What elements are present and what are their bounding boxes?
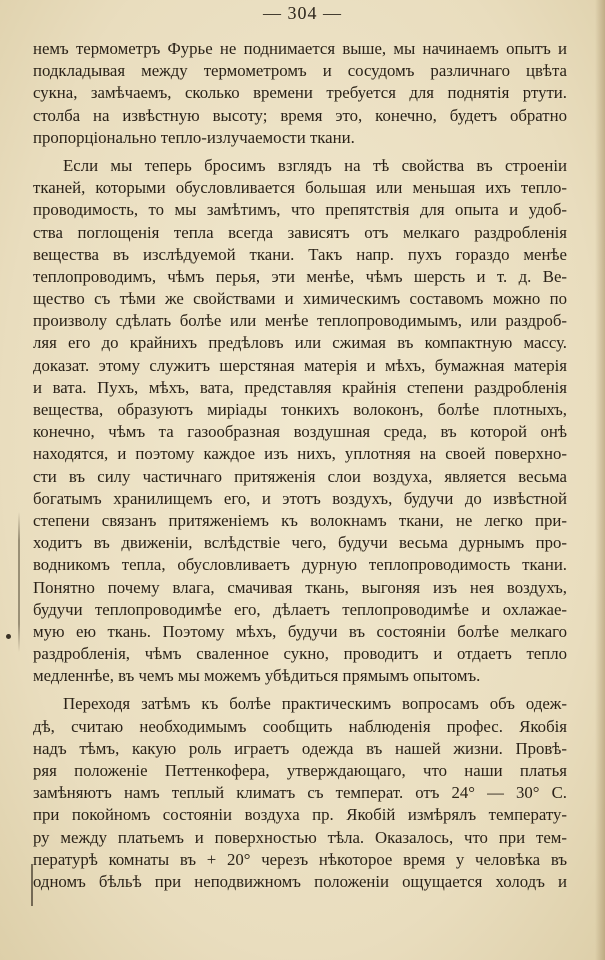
text-line: и вата. Пухъ, мѣхъ, вата, представляя крайнія степени раздробленія bbox=[33, 377, 567, 397]
text-line: раздробленія, чѣмъ сваленное сукно, проводитъ и отдаетъ тепло bbox=[33, 644, 567, 664]
text-line: дѣ, считаю необходимымъ сообщить наблюденія профес. Якобія bbox=[33, 716, 567, 736]
text-line: ходитъ въ движеніи, вслѣдствіе чего, будучи весьма дурнымъ про- bbox=[33, 533, 567, 553]
text-line: ряя положеніе Петтенкофера, утверждающаго, что наши платья bbox=[33, 761, 567, 780]
text-line: столба на извѣстную высоту; время это, конечно, будетъ обратно bbox=[33, 105, 567, 125]
margin-pencil-mark-bottom bbox=[31, 864, 33, 906]
text-line: при покойномъ состояніи воздуха пр. Якобій измѣрялъ температу- bbox=[33, 805, 567, 825]
text-line: Если мы теперь бросимъ взглядъ на тѣ свойства въ строеніи bbox=[63, 155, 567, 175]
margin-dot bbox=[6, 634, 11, 639]
text-line: сти въ силу частичнаго притяженія слои воздуха, является весьма bbox=[33, 466, 567, 486]
text-line: немъ термометръ Фурье не поднимается выше, мы начинаемъ опытъ и bbox=[33, 39, 567, 58]
text-line: пропорціонально тепло-излучаемости ткани. bbox=[33, 127, 355, 147]
text-line: вещества, образуютъ миріады тонкихъ волоконъ, болѣе плотныхъ, bbox=[33, 400, 567, 419]
text-line: щество съ тѣми же свойствами и химическимъ составомъ можно по bbox=[33, 289, 567, 309]
text-line: ру между платьемъ и поверхностью тѣла. Оказалось, что при тем- bbox=[33, 827, 567, 847]
text-line: ства поглощенія тепла всегда зависятъ отъ мелкаго раздробленія bbox=[33, 222, 567, 242]
page-number: — 304 — bbox=[263, 3, 342, 23]
paragraph-1 bbox=[33, 38, 567, 149]
paragraph-3 bbox=[33, 693, 567, 893]
text-line: подкладывая между термометромъ и сосудомъ различнаго цвѣта bbox=[33, 61, 567, 81]
text-line: находятся, и поэтому каждое изъ нихъ, уплотняя на своей поверхно- bbox=[33, 444, 567, 464]
text-line: медленнѣе, въ чемъ мы можемъ убѣдиться прямымъ опытомъ. bbox=[33, 666, 481, 686]
text-line: проводимость, то мы замѣтимъ, что препятствія для опыта и удоб- bbox=[33, 200, 567, 220]
margin-pencil-mark bbox=[18, 512, 20, 652]
text-line: произволу сдѣлать болѣе или менѣе теплопроводимымъ, или раздроб- bbox=[33, 311, 567, 331]
text-line: надъ тѣмъ, какую роль играетъ одежда въ нашей жизни. Провѣ- bbox=[33, 738, 567, 758]
body-text bbox=[33, 38, 567, 899]
text-line: Переходя затѣмъ къ болѣе практическимъ вопросамъ объ одеж- bbox=[63, 694, 567, 714]
text-line: вещества въ изслѣдуемой ткани. Такъ напр. пухъ гораздо менѣе bbox=[33, 244, 567, 264]
text-line: замѣняютъ намъ теплый климатъ съ температ. отъ 24° — 30° С. bbox=[33, 783, 567, 803]
text-line: ляя его до крайнихъ предѣловъ или сжимая въ компактную массу. bbox=[33, 333, 567, 353]
page-edge-shadow bbox=[595, 0, 605, 960]
text-line: мую ею ткань. Поэтому мѣхъ, будучи въ состояніи болѣе мелкаго bbox=[33, 621, 567, 641]
text-line: водникомъ тепла, обусловливаетъ дурную теплопроводимость ткани. bbox=[33, 555, 567, 575]
text-line: пературѣ комнаты въ + 20° черезъ нѣкоторое время у человѣка въ bbox=[33, 849, 567, 869]
paragraph-2 bbox=[33, 155, 567, 688]
text-line: конечно, чѣмъ та газообразная воздушная среда, въ которой онѣ bbox=[33, 422, 567, 442]
text-line: будучи теплопроводимѣе его, дѣлаетъ теплопроводимѣе и охлажае- bbox=[33, 599, 567, 619]
text-line: теплопроводимъ, чѣмъ перья, эти менѣе, чѣмъ шерсть и т. д. Ве- bbox=[33, 266, 567, 286]
text-line: Понятно почему влага, смачивая ткань, выгоняя изъ нея воздухъ, bbox=[33, 577, 567, 597]
text-line: богатымъ хранилищемъ его, и этотъ воздухъ, будучи до извѣстной bbox=[33, 488, 567, 508]
text-line: сукна, замѣчаемъ, сколько времени требуется для поднятія ртути. bbox=[33, 83, 567, 103]
text-line: степени связанъ притяженіемъ къ волокнамъ ткани, не легко при- bbox=[33, 510, 567, 530]
text-line: доказат. этому служитъ шерстяная матерія и мѣхъ, бумажная матерія bbox=[33, 355, 567, 375]
text-line: тканей, которыми обусловливается большая или меньшая ихъ тепло- bbox=[33, 178, 567, 198]
text-line: одномъ бѣльѣ при неподвижномъ положеніи ощущается холодъ и bbox=[33, 871, 567, 891]
